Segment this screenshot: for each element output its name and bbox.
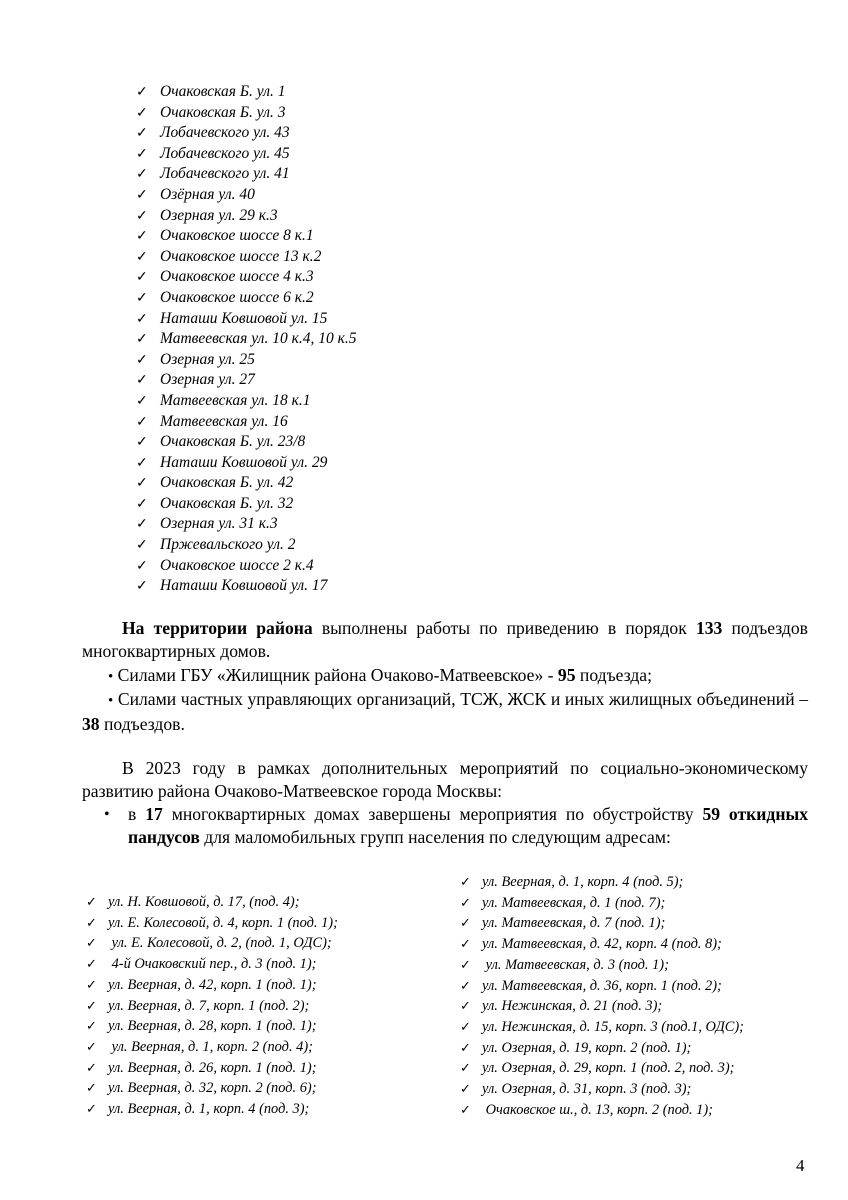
address-text: Лобачевского ул. 41 bbox=[160, 165, 290, 183]
address-text: ул. Нежинская, д. 21 (под. 3); bbox=[482, 998, 663, 1015]
entrances-bullet-gbu bbox=[82, 664, 808, 689]
bullet-dot: • bbox=[108, 693, 114, 709]
address-text: Озёрная ул. 40 bbox=[160, 185, 255, 203]
checkmark-icon: ✓ bbox=[136, 517, 148, 533]
checkmark-icon: ✓ bbox=[136, 538, 148, 554]
address-checklist bbox=[136, 82, 356, 597]
list-item bbox=[136, 82, 356, 103]
list-item bbox=[460, 955, 744, 976]
ramps-mid: многоквартирных домах завершены мероприятия по обустройству bbox=[162, 804, 703, 824]
address-text: ул. Н. Ковшовой, д. 17, (под. 4); bbox=[108, 894, 300, 910]
bullet-gbu-count: 95 bbox=[557, 665, 576, 685]
address-text: Очаковская Б. ул. 3 bbox=[160, 103, 286, 121]
address-text: Лобачевского ул. 45 bbox=[160, 144, 290, 162]
checkmark-icon: ✓ bbox=[136, 126, 148, 142]
list-item bbox=[136, 329, 356, 350]
ramps-bullet bbox=[82, 803, 808, 849]
checkmark-icon: ✓ bbox=[136, 85, 148, 100]
list-item bbox=[460, 913, 744, 934]
checkmark-icon: ✓ bbox=[136, 352, 148, 368]
list-item bbox=[136, 494, 356, 515]
address-text: Озерная ул. 27 bbox=[160, 371, 255, 389]
list-item bbox=[86, 933, 338, 954]
address-text: Лобачевского ул. 43 bbox=[160, 124, 290, 142]
address-text: Очаковское шоссе 2 к.4 bbox=[160, 556, 314, 574]
list-item bbox=[136, 267, 356, 288]
address-text: Очаковская Б. ул. 1 bbox=[160, 83, 286, 100]
checkmark-icon: ✓ bbox=[136, 208, 148, 224]
list-item bbox=[86, 954, 338, 975]
checkmark-icon: ✓ bbox=[86, 1059, 97, 1075]
list-item bbox=[460, 872, 744, 893]
address-text: Озерная ул. 31 к.3 bbox=[160, 515, 278, 533]
list-item bbox=[136, 473, 356, 494]
checkmark-icon: ✓ bbox=[460, 1060, 471, 1076]
list-item bbox=[86, 996, 338, 1017]
address-text: Матвеевская ул. 10 к.4, 10 к.5 bbox=[160, 330, 357, 348]
address-text: ул. Веерная, д. 42, корп. 1 (под. 1); bbox=[108, 976, 317, 993]
address-text: 4-й Очаковский пер., д. 3 (под. 1); bbox=[108, 956, 317, 973]
address-text: ул. Матвеевская, д. 42, корп. 4 (под. 8); bbox=[482, 936, 722, 953]
address-text: ул. Е. Колесовой, д. 2, (под. 1, ОДС); bbox=[108, 935, 332, 952]
entrances-summary bbox=[82, 617, 808, 663]
list-item bbox=[136, 226, 356, 247]
checkmark-icon: ✓ bbox=[136, 435, 148, 451]
address-text: Матвеевская ул. 16 bbox=[160, 412, 288, 430]
list-item bbox=[136, 576, 356, 597]
list-item bbox=[136, 370, 356, 391]
list-item bbox=[460, 1017, 744, 1038]
list-item bbox=[460, 893, 744, 914]
summary-lead-bold: На территории района bbox=[122, 618, 313, 638]
list-item bbox=[460, 1079, 744, 1100]
address-text: ул. Веерная, д. 26, корп. 1 (под. 1); bbox=[108, 1059, 317, 1076]
address-text: Наташи Ковшовой ул. 15 bbox=[160, 309, 328, 327]
list-item bbox=[136, 206, 356, 227]
checkmark-icon: ✓ bbox=[460, 956, 471, 972]
checkmark-icon: ✓ bbox=[460, 1018, 471, 1034]
address-text: Наташи Ковшовой ул. 17 bbox=[160, 577, 328, 595]
list-item bbox=[136, 185, 356, 206]
checkmark-icon: ✓ bbox=[460, 1039, 471, 1055]
list-item bbox=[136, 453, 356, 474]
bullet-dot: • bbox=[108, 669, 114, 685]
address-text: ул. Е. Колесовой, д. 4, корп. 1 (под. 1); bbox=[108, 914, 338, 931]
address-text: ул. Матвеевская, д. 3 (под. 1); bbox=[482, 956, 669, 973]
checkmark-icon: ✓ bbox=[460, 915, 471, 931]
checkmark-icon: ✓ bbox=[460, 977, 471, 993]
address-text: ул. Матвеевская, д. 1 (под. 7); bbox=[482, 894, 666, 911]
address-text: ул. Веерная, д. 1, корп. 2 (под. 4); bbox=[108, 1038, 313, 1055]
checkmark-icon: ✓ bbox=[136, 187, 148, 203]
checkmark-icon: ✓ bbox=[136, 496, 148, 512]
ramps-list-right bbox=[460, 872, 744, 1120]
list-item bbox=[86, 1037, 338, 1058]
page-number: 4 bbox=[796, 1156, 805, 1175]
list-item bbox=[86, 975, 338, 996]
list-item bbox=[136, 144, 356, 165]
entrances-bullet-private bbox=[82, 688, 808, 736]
list-item bbox=[86, 1058, 338, 1079]
list-item bbox=[460, 1100, 744, 1121]
bullet-gbu-text: Силами ГБУ «Жилищник района Очаково-Матвеевское» - bbox=[117, 665, 558, 685]
address-text: ул. Озерная, д. 19, корп. 2 (под. 1); bbox=[482, 1039, 692, 1056]
list-item bbox=[86, 913, 338, 934]
list-item bbox=[86, 1099, 338, 1120]
checkmark-icon: ✓ bbox=[136, 332, 148, 348]
list-item bbox=[460, 1058, 744, 1079]
bullet-private-count: 38 bbox=[82, 714, 100, 734]
list-item bbox=[136, 103, 356, 124]
list-item bbox=[136, 391, 356, 412]
checkmark-icon: ✓ bbox=[136, 311, 148, 327]
list-item bbox=[136, 350, 356, 371]
checkmark-icon: ✓ bbox=[460, 1081, 471, 1097]
list-item bbox=[136, 123, 356, 144]
checkmark-icon: ✓ bbox=[86, 935, 97, 951]
bullet-dot: • bbox=[104, 806, 110, 823]
summary-count: 133 bbox=[695, 618, 723, 638]
ramps-house-count: 17 bbox=[145, 804, 163, 824]
address-text: Наташи Ковшовой ул. 29 bbox=[160, 453, 328, 471]
address-text: Пржевальского ул. 2 bbox=[160, 536, 296, 554]
address-text: ул. Веерная, д. 1, корп. 4 (под. 3); bbox=[108, 1101, 310, 1118]
list-item bbox=[86, 1016, 338, 1037]
address-text: ул. Веерная, д. 1, корп. 4 (под. 5); bbox=[482, 874, 684, 890]
bullet-private-text: Силами частных управляющих организаций, ТСЖ, ЖСК и иных жилищных объединений – bbox=[117, 689, 808, 709]
address-text: Очаковская Б. ул. 32 bbox=[160, 494, 294, 512]
address-text: Очаковское шоссе 8 к.1 bbox=[160, 227, 314, 245]
checkmark-icon: ✓ bbox=[86, 1018, 97, 1034]
ramps-list-left bbox=[86, 892, 338, 1120]
checkmark-icon: ✓ bbox=[86, 997, 97, 1013]
list-item bbox=[136, 412, 356, 433]
checkmark-icon: ✓ bbox=[136, 579, 148, 595]
checkmark-icon: ✓ bbox=[136, 249, 148, 265]
ramps-pre: в bbox=[128, 804, 146, 824]
address-text: ул. Нежинская, д. 15, корп. 3 (под.1, ОДС); bbox=[482, 1018, 744, 1035]
list-item bbox=[460, 1038, 744, 1059]
checkmark-icon: ✓ bbox=[460, 874, 471, 889]
address-text: Очаковское шоссе 6 к.2 bbox=[160, 288, 314, 306]
address-text: Матвеевская ул. 18 к.1 bbox=[160, 391, 311, 409]
address-text: Очаковское ш., д. 13, корп. 2 (под. 1); bbox=[482, 1101, 713, 1118]
address-text: ул. Озерная, д. 31, корп. 3 (под. 3); bbox=[482, 1081, 692, 1098]
bullet-gbu-tail: подъезда; bbox=[575, 665, 652, 685]
address-text: ул. Веерная, д. 28, корп. 1 (под. 1); bbox=[108, 1018, 317, 1035]
address-text: Очаковское шоссе 13 к.2 bbox=[160, 247, 322, 265]
checkmark-icon: ✓ bbox=[460, 1101, 471, 1117]
list-item bbox=[460, 976, 744, 997]
checkmark-icon: ✓ bbox=[86, 976, 97, 992]
address-text: Очаковское шоссе 4 к.3 bbox=[160, 268, 314, 286]
checkmark-icon: ✓ bbox=[86, 956, 97, 972]
checkmark-icon: ✓ bbox=[136, 290, 148, 306]
address-text: Озерная ул. 25 bbox=[160, 350, 255, 368]
list-item bbox=[136, 247, 356, 268]
address-text: ул. Веерная, д. 7, корп. 1 (под. 2); bbox=[108, 997, 310, 1014]
list-item bbox=[86, 892, 338, 913]
list-item bbox=[136, 288, 356, 309]
checkmark-icon: ✓ bbox=[86, 1038, 97, 1054]
address-text: ул. Веерная, д. 32, корп. 2 (под. 6); bbox=[108, 1080, 317, 1097]
address-text: ул. Озерная, д. 29, корп. 1 (под. 2, под. 3); bbox=[482, 1060, 735, 1077]
list-item bbox=[136, 164, 356, 185]
ramps-count: 59 bbox=[702, 804, 721, 824]
summary-lead-text: выполнены работы по приведению в порядок bbox=[312, 618, 696, 638]
list-item bbox=[460, 996, 744, 1017]
list-item bbox=[86, 1078, 338, 1099]
checkmark-icon: ✓ bbox=[136, 414, 148, 430]
checkmark-icon: ✓ bbox=[136, 167, 148, 183]
checkmark-icon: ✓ bbox=[136, 455, 148, 471]
checkmark-icon: ✓ bbox=[136, 558, 148, 574]
ramps-bold: откидных пандусов bbox=[128, 804, 808, 847]
checkmark-icon: ✓ bbox=[136, 270, 148, 286]
list-item bbox=[460, 934, 744, 955]
list-item bbox=[136, 309, 356, 330]
list-item bbox=[136, 432, 356, 453]
bullet-private-tail: подъездов. bbox=[99, 714, 185, 734]
checkmark-icon: ✓ bbox=[136, 146, 148, 162]
checkmark-icon: ✓ bbox=[460, 936, 471, 952]
ramps-tail: для маломобильных групп населения по следующим адресам: bbox=[199, 827, 671, 847]
checkmark-icon: ✓ bbox=[86, 1101, 97, 1117]
checkmark-icon: ✓ bbox=[460, 998, 471, 1014]
checkmark-icon: ✓ bbox=[86, 1080, 97, 1096]
checkmark-icon: ✓ bbox=[136, 229, 148, 245]
list-item bbox=[136, 514, 356, 535]
address-text: Очаковская Б. ул. 42 bbox=[160, 474, 294, 492]
program-intro: В 2023 году в рамках дополнительных мероприятий по социально-экономическому развитию района Очаково-Матвеевское города Москвы: bbox=[82, 758, 808, 801]
address-text: Очаковская Б. ул. 23/8 bbox=[160, 433, 306, 451]
checkmark-icon: ✓ bbox=[86, 914, 97, 930]
list-item bbox=[136, 556, 356, 577]
checkmark-icon: ✓ bbox=[136, 105, 148, 121]
address-text: Озерная ул. 29 к.3 bbox=[160, 206, 278, 224]
checkmark-icon: ✓ bbox=[86, 894, 97, 909]
address-text: ул. Матвеевская, д. 36, корп. 1 (под. 2); bbox=[482, 977, 722, 994]
list-item bbox=[136, 535, 356, 556]
address-text: ул. Матвеевская, д. 7 (под. 1); bbox=[482, 915, 666, 932]
ramps-bullet-text bbox=[128, 803, 808, 849]
checkmark-icon: ✓ bbox=[136, 476, 148, 492]
summary-lead-tail: подъездов многоквартирных домов. bbox=[82, 618, 808, 661]
checkmark-icon: ✓ bbox=[136, 393, 148, 409]
checkmark-icon: ✓ bbox=[136, 373, 148, 389]
checkmark-icon: ✓ bbox=[460, 894, 471, 910]
